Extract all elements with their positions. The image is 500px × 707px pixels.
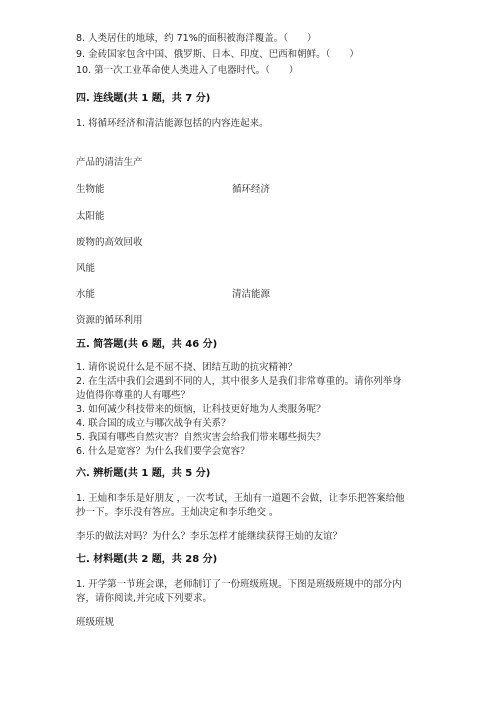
matching-left-item: 生物能 — [76, 184, 105, 195]
matching-left-item: 风能 — [76, 263, 96, 274]
section-heading: 四. 连线题(共 1 题，共 7 分) — [76, 93, 211, 104]
question-text: 1. 将循环经济和清洁能源包括的内容连起来。 — [76, 118, 269, 129]
matching-left-item: 水能 — [76, 289, 96, 300]
section-heading: 五. 简答题(共 6 题，共 46 分) — [76, 339, 218, 350]
judgement-item-10: 10. 第一次工业革命使人类进入了电器时代。（ ） — [76, 65, 299, 76]
matching-left-item: 废物的高效回收 — [76, 237, 143, 248]
question-line: 抄一下。李乐没有答应。王灿决定和李乐绝交 。 — [76, 507, 279, 518]
question-line: 1. 王灿和李乐是好朋友 ，一次考试，王灿有一道题不会做，让李乐把答案给他 — [76, 493, 405, 504]
question-line: 边值得你尊重的人有哪些？ — [76, 390, 191, 401]
judgement-item-8: 8. 人类居住的地球，约 71%的面积被海洋覆盖。（ ） — [76, 33, 317, 44]
matching-right-item: 循环经济 — [232, 184, 271, 195]
matching-left-item: 产品的清洁生产 — [76, 157, 143, 168]
question-line: 4. 联合国的成立与哪次战争有关系？ — [76, 418, 231, 429]
matching-left-item: 太阳能 — [76, 211, 105, 222]
section-heading: 六. 辨析题(共 1 题，共 5 分) — [76, 468, 211, 479]
section-heading: 七. 材料题(共 2 题，共 28 分) — [76, 554, 218, 565]
question-line: 3. 如何减少科技带来的烦恼，让科技更好地为人类服务呢？ — [76, 404, 326, 415]
question-line: 5. 我国有哪些自然灾害？自然灾害会给我们带来哪些损失？ — [76, 432, 326, 443]
question-line: 容，请你阅读,并完成下列要求。 — [76, 593, 213, 604]
question-text: 李乐的做法对吗？为什么？李乐怎样才能继续获得王灿的友谊？ — [76, 531, 343, 542]
question-line: 1. 请你说说什么是不屈不挠、团结互助的抗灾精神？ — [76, 362, 298, 373]
question-line: 1. 开学第一节班会课，老师制订了一份班级班规。下图是班级班规中的部分内 — [76, 579, 402, 590]
matching-right-item: 清洁能源 — [232, 289, 271, 300]
matching-left-item: 资源的循环利用 — [76, 315, 143, 326]
judgement-item-9: 9. 金砖国家包含中国、俄罗斯、日本、印度、巴西和朝鲜。（ ） — [76, 49, 359, 60]
question-line: 6. 什么是宽容？为什么我们要学会宽容？ — [76, 446, 250, 457]
material-title: 班级班规 — [76, 617, 115, 628]
question-line: 2. 在生活中我们会遇到不同的人，其中很多人是我们非常尊重的。请你列举身 — [76, 376, 402, 387]
